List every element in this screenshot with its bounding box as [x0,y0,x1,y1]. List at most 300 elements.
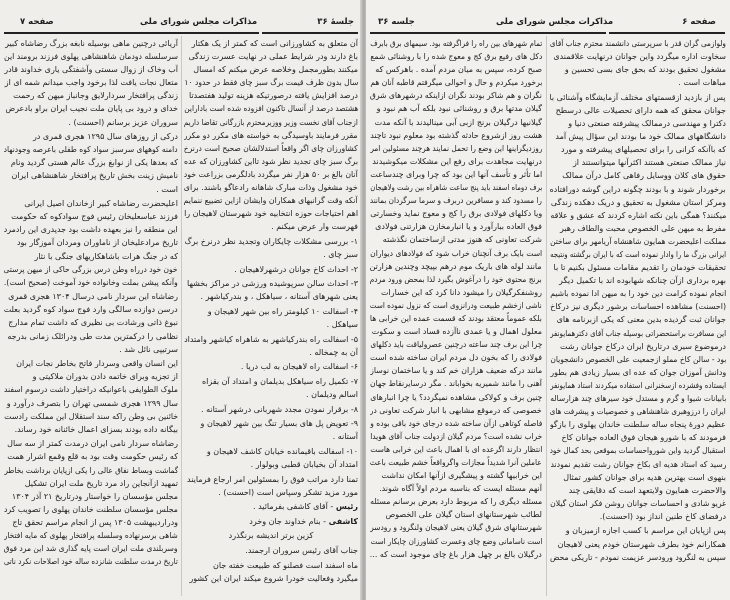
line-wrap [370,312,542,325]
text-line [184,168,358,181]
line-wrap [560,340,726,353]
line-wrap [550,183,726,196]
column [184,37,358,597]
session-number: جلسه ۳۶ [378,17,415,27]
text-line [550,392,726,405]
line-wrap [386,508,542,521]
text-line [184,360,358,373]
paragraph [184,500,358,513]
text-line [184,333,358,346]
column [550,37,726,597]
text-line [370,102,542,115]
text-line [184,486,358,499]
text-line [550,366,726,379]
line-wrap [218,486,358,499]
line-text: جوانان ثبت گردیده بدین معنی که یکی ازبرنامه های [556,315,726,325]
line-text: مباهات است . [678,78,726,88]
text-line [550,91,726,104]
line-text: رسید که استاد هدیه ای بکاخ جوانان رشت تقدیم نمودند [550,459,726,469]
paragraph [550,524,726,563]
line-wrap [249,515,358,528]
line-text: سبز چای . [323,250,358,259]
line-text: دکترا و مهندسی درممالک پیشرفته صنعتی دنیا و [568,119,726,129]
paragraph [184,360,358,373]
line-text: فهرست وار عرض میکنم . [271,222,358,232]
line-text: غریو شادی و احساسات جوانان روشن فکر استان گیلان [550,498,726,508]
line-text: فرزند عباسعلیخان رئیس فوج سوادکوه که حکومت [11,212,178,222]
header-rule [262,32,358,34]
line-wrap [550,353,726,366]
text-line [550,76,726,89]
line-wrap [550,248,726,261]
text-line [184,529,358,542]
line-wrap [550,405,726,418]
line-text: - آقای کاشفی بفرمائید . [253,502,336,512]
line-text: میکنند بطورمجمل وخلاصه عرض میکنم که امسال [193,65,358,75]
line-wrap [184,333,358,346]
left-page-header [0,17,362,31]
line-wrap [5,37,178,50]
text-line [550,63,726,76]
line-wrap [11,210,178,223]
page-number: صفحه ۶ [682,17,716,27]
line-text: است بایک برف آنچنان خراب شود که فولادهای دیواران [370,248,542,258]
text-line [550,484,726,497]
line-text: ۲- احداث کاخ جوانان درشهرلاهیجان . [234,264,358,274]
text-line [4,316,178,329]
line-text: تمهید ازآنجاین راد مرد تاریخ ملت ایران تشکیل [24,478,178,488]
line-wrap [4,63,178,76]
line-wrap [370,207,542,220]
line-text: بلکه عموماً معتقد بودند که قسمت عمده این خرابی ها [370,313,542,323]
text-line [370,155,542,168]
line-text: بنهوی است بهترین هدیه برای جوانان کشور تمثال [563,472,726,482]
paragraph [4,357,178,436]
line-wrap [8,290,178,303]
paragraph [184,235,358,261]
line-text: - بنام خداوند جان وخرد [249,516,329,526]
line-wrap [561,431,726,444]
text-line [184,63,358,76]
text-line [184,430,358,443]
text-line [370,404,542,417]
text-line [370,89,542,102]
line-text: کشاورزان چای اگر واقعاً استدلالشان صحیح است درنرخ [184,143,358,153]
line-wrap [4,276,178,289]
line-text: برگ سبز چای تجدید نظر شود تااین کشاورزان که عده [184,156,358,166]
line-text: بابیانات شیوا و گرم و مستدل خود سیرهای چند هزارساله [550,394,726,404]
line-wrap [7,450,178,463]
line-text: این خرابیها گشته و پیشگیری ازآنها امکان نداشت [381,471,542,481]
line-wrap [370,89,542,102]
text-line [4,250,178,263]
text-line [370,377,542,390]
text-line [550,222,726,235]
text-line [4,102,178,115]
line-text: ولوازمی گران قدر با سرپرستی دانشمند محترم جناب آقای [550,39,726,48]
line-wrap [550,418,726,431]
text-line [184,473,358,486]
text-line [4,210,178,223]
paragraph [184,263,358,276]
left-page [0,0,362,600]
line-text: انتظار دارند اگرعده ای با اهمال باعث این خرابی هاست [370,444,542,454]
line-wrap [189,572,358,585]
line-text: هشتصد درصد از آنسال تاکنون افزوده شده است باداراین [184,104,358,114]
line-wrap [372,325,542,338]
line-text: شاهی برسرنهاده وسلسله پرافتخار پهلوی که مایه افتخار [4,530,178,540]
line-text: مشغول تحقیق بودند که بحق جای بسی تحسین و [564,65,726,75]
line-wrap [34,250,178,263]
text-line [370,168,542,181]
line-wrap [4,143,178,156]
line-wrap [333,430,358,443]
line-wrap [4,303,178,316]
line-text: درنهایت مجاهدت برای رفع این مشکلات میکوشیدند [372,156,542,166]
line-text: خدای و درود بی پایان ملت نجیب ایران براو بادعرض [5,104,178,114]
line-wrap [229,529,314,542]
paragraph [4,437,178,568]
paragraph [184,445,358,471]
line-text: پس از بازدید ازقسمتهای مختلف آزمایشگاه وآشنائی با [550,92,726,102]
line-wrap [550,458,726,471]
paragraph [184,417,358,443]
text-line [184,346,358,359]
line-text: برنج محتوی خود را درآغوش بگیرد لذا بمحض ورود مردم [370,274,542,284]
line-text: هشت روز ازشروع حادثه گذشته بود معلوم نبود تاچند [370,130,542,140]
line-text: وآنکه پیشن بملت وخانواده خود آموخت (صحیح است). [4,277,178,287]
line-text: (احسنت) مشاهده احساسات برشور دیگری نیز درکاخ [550,302,726,312]
line-wrap [193,63,358,76]
line-text: چنین برف و کولاکی مشاهده نمیگردد؟ یا چرا انبارهای [370,392,542,402]
paragraph [4,290,178,355]
text-line [4,423,178,436]
line-wrap [553,50,726,63]
text-line [550,431,726,444]
text-line [370,548,542,561]
text-line [184,403,358,416]
text-line [4,236,178,249]
line-wrap [566,524,726,537]
text-line [370,417,542,430]
line-text: سرسلسله دودمان شاهنشاهی پهلوی فرزند برومند این [4,52,178,62]
line-wrap [551,196,726,209]
line-text: سروران عزیز برسانم (احسنت) . [68,117,178,127]
line-wrap [7,397,178,410]
text-line [184,375,358,388]
line-wrap [370,364,542,377]
line-wrap [309,346,358,359]
line-text: آنکه وقت گرانبهای همکاران وایشان ازاین تضییع ننمایم [184,196,358,206]
line-wrap [234,263,358,276]
text-line [370,430,542,443]
line-wrap [370,273,542,286]
line-wrap [381,286,542,299]
speaker-name: کاشفی [328,516,358,526]
paragraph [370,37,542,561]
text-line [370,456,542,469]
line-wrap [550,366,726,379]
line-wrap [184,181,358,194]
line-wrap [600,510,726,523]
text-line [550,458,726,471]
text-line [184,76,358,89]
line-wrap [184,76,358,89]
text-line [4,89,178,102]
text-line [184,142,358,155]
text-line [370,286,542,299]
line-wrap [556,104,726,117]
line-text: اما تأثر و تأسف آنها این بود که چرا وبرای چندساعت [370,169,542,179]
line-text: گیلانیها درگیلان برنج ازبی آبی مینالیدند با آنکه مدت [374,117,542,127]
line-text: ۷- تکمیل راه سیاهکل بدیلمان و امتداد آن بقزاه [201,376,358,386]
line-text: سپس به لنگرود ورودسر عزیمت نمودم - تاریکی محض [550,552,726,562]
line-wrap [33,130,178,143]
line-wrap [201,417,358,430]
line-wrap [68,116,178,129]
line-text: خراب نشده است؟ مردم گیلان ازدولت جناب آقای هویدا [370,431,542,441]
line-text: که باآنکه کرانی را برای تحصیلهای پیشرفته و مورد [560,145,726,155]
line-wrap [375,63,542,76]
line-wrap [213,559,358,572]
column-divider [181,36,182,596]
text-line [370,63,542,76]
text-line [4,290,178,303]
line-wrap [370,535,542,548]
line-text: وسربلندی ملت ایران است پایه گذاری شد این مرد فوق [4,544,178,554]
line-wrap [207,445,358,458]
line-wrap [327,318,358,331]
text-line [370,495,542,508]
text-line [550,235,726,248]
line-wrap [370,351,542,364]
line-text: دکل های رفیع برق کج و معوج شده را با روشنائی شمع [370,52,542,62]
line-wrap [4,542,178,555]
line-text: آب وخاک از زوال سستی وآشفتگی یاری خداوند قادر [4,65,178,75]
line-wrap [550,91,726,104]
text-line [550,379,726,392]
line-text: آهنی را مانند شمیریه بخواباند . مگر درسایرنقاط جهان [370,379,542,389]
line-wrap [573,156,726,169]
text-line [550,117,726,130]
line-wrap [189,50,359,63]
line-wrap [201,403,358,416]
line-wrap [550,392,726,405]
line-text: باغ دارند ودر شرایط عملی در نهایت عسرت زندگی [188,52,358,62]
text-line [550,261,726,274]
line-text: مفرط به میهن علی الخصوص محبت والطاف رهبر [559,223,726,233]
line-wrap [4,263,178,276]
text-line [370,521,542,534]
line-text: مورد مزید تشکر وسپاس است (احسنت) . [218,487,358,497]
text-line [550,340,726,353]
line-wrap [4,503,178,516]
line-text: سرتیپی نائل شد . [119,344,178,354]
text-line [184,89,358,102]
text-line [550,418,726,431]
line-text: ناشی ازخشم طبیعت ودرانزوی است که نزول نموده است [370,300,542,310]
text-line [550,183,726,196]
line-text: مسئله دیگری را که مربوط دارد بعرض برسانم مسئله [370,497,542,507]
line-wrap [550,209,726,222]
line-wrap [370,37,542,50]
text-line [4,542,178,555]
line-wrap [370,129,542,142]
line-text: درفضای کاخ طنین انداز بود (احسنت). [599,511,726,521]
line-text: سال بدون ظرف قیمت برگ سبز چای فقط در حدود ۱۰ [184,78,358,88]
line-text: شرکت تعاونی که هنوز مدتی ازساختمان نگذشته [382,235,542,245]
line-text: ودراردیبهشت ۱۳۰۵ پس از انجام مراسم تحقق تاج [12,517,178,527]
line-text: است . [156,184,178,194]
text-line [4,490,178,503]
text-line [184,515,358,528]
line-text: مجلس مؤسسان سلطنت خاندان پهلوی را تصویب کرد [4,504,178,514]
line-text: متعال نجات یافت لذا برخود واجب میدانم شمه ای از [4,78,178,88]
line-text: درصد افزایش یافته درصورتیکه هزینه تولید هفتصدتا [189,91,358,101]
line-wrap [17,236,178,249]
text-line [370,299,542,312]
line-wrap [550,287,726,300]
line-wrap [562,169,726,182]
line-text: ۹- تعویض پل های بسیار تنگ بین شهر لاهیجان و [200,419,358,429]
text-line [550,169,726,182]
text-line [550,313,726,326]
line-text: ومرکز استان مشغول به تحقیق و دریک دهکده زندگی [550,197,726,207]
line-wrap [370,521,542,534]
column [4,37,178,597]
text-line [184,277,358,290]
text-line [4,183,178,196]
text-line [4,503,178,516]
text-line [184,559,358,572]
line-wrap [189,89,358,102]
paragraph [550,37,726,89]
text-line [184,220,358,233]
line-wrap [4,383,178,396]
line-text: این مسافرت براستحضراتی بوسیله جناب آقای دکترهمایونفر [550,328,726,338]
line-text: زندگی پرافتخار سردارلایق وجانباز میهن که رحمت [13,91,178,101]
line-wrap [12,169,178,182]
text-line [4,197,178,210]
text-line [370,50,542,63]
paragraph [550,91,726,523]
text-line [550,143,726,156]
text-line [4,37,178,50]
line-text: خود مشغول وذات مبارک شاهانه رادعاگو باشند. برای [184,183,358,193]
line-wrap [370,299,542,312]
text-line [4,143,178,156]
paragraph [184,559,358,585]
text-line [184,305,358,318]
line-text: ماه اسفند است فصلنو که طبیعت خفته جان [213,560,358,570]
line-wrap [184,116,358,129]
text-line [184,194,358,207]
text-line [550,538,726,551]
line-text: روشنفکرگیلان را میشود دانا کرد که این خسارات [380,287,542,297]
text-line [4,357,178,370]
line-text: مانند لوله های باریک موم درهم بپیچد وچندین هزارتن [370,261,542,271]
line-text: انجام نموده کرامت دین خود را به میهن ادا نموده باشیم [550,289,726,299]
line-text: ایران را درزوهبری شاهنشاهی و خصوصیات و پیشرفت های [550,407,726,417]
line-wrap [208,305,358,318]
column [370,37,542,597]
paragraph [184,37,358,233]
line-text: تاریخ درمدت سلطنت شانزده ساله خود اصلاحات نکرد ناتی [4,557,178,567]
text-line [370,482,542,495]
line-wrap [565,63,726,76]
line-text: ۱- بررسی مشکلات چایکاران وتجدید نظر درنرخ برگ [184,236,358,246]
line-text: خون خود درراه وطن درس بزرگی حاکی از میهن پرستی [4,264,178,274]
line-wrap [678,76,726,89]
line-text: معلول اهمال و یا عمدی ناآزده فساد است و سکوت [371,327,542,337]
text-line [370,247,542,260]
line-wrap [8,316,178,329]
text-line [550,248,726,261]
line-text: تحقیقات خودمان را تقدیم مقامات مسئول بکنیم تا با [553,263,726,273]
line-text: گیلان مدتها برق و روشنائی نبود بلکه آب هم نبود و [376,104,542,114]
line-text: ایرانی بزرگ ما را وادار نموده است که با ایران برگشته ونتیجه [550,250,726,259]
line-wrap [370,548,542,561]
text-line [370,129,542,142]
line-wrap [16,357,178,370]
line-text: مانند درکه ضعیف هزاران خم کند و یا ساختمان نوساز [370,366,542,376]
line-text: سال ۱۲۹۹ هجری شمسی تهران را بتصرف درآورد و [6,398,178,408]
line-wrap [184,129,358,142]
text-line [4,529,178,542]
line-wrap [550,327,726,340]
line-wrap [550,444,726,457]
line-wrap [4,464,178,477]
text-line [4,156,178,169]
line-text: جوانان محقق که همه دارای تحصیلات عالی درسطح [555,105,726,115]
line-wrap [7,330,178,343]
line-wrap [375,116,542,129]
line-text: همکارانم خود بطرف شهرستان خودم یعنی لاهیجان [557,539,726,549]
line-text: یعنی شهرهای آستانه ، سیاهکل ، و بندرکیاشهر . [200,292,358,302]
line-text: ۳- احداث سالن سرپوشیده ورزشی در مراکز بخشها [187,279,358,289]
line-wrap [184,155,358,168]
line-wrap [370,391,542,404]
line-text: تمام شهرهای بین راه را فراگرفته بود. سیمهای برق بابرف [370,39,542,48]
text-line [550,274,726,287]
line-wrap [568,117,726,130]
line-text: اعلیحضرت رضاشاه کبیر ازخاندان اصیل ایرانی [24,199,178,209]
line-text: برخوردار شوند و با بودند چگونه دراین گوشه دورافتاده [550,184,726,194]
text-line [4,437,178,450]
line-wrap [187,277,358,290]
line-text: اسالم ودیلمان . [306,389,358,399]
text-line [184,116,358,129]
line-text: است ناسامانی وضع چای وعسرت کشاورزان چایکار است [370,536,542,546]
line-wrap [370,495,542,508]
line-text: برف دوماه اسفند باید پنج ساعت شاهراه بین رشت ولاهیجان [370,183,542,193]
line-wrap [370,377,542,390]
line-text: بیگانه داده بودند بسزای اعمال خائنانه خود رساند. [14,424,178,434]
line-wrap [119,343,178,356]
line-wrap [12,516,178,529]
header-rule [370,32,606,34]
text-line [184,417,358,430]
line-text: این انسان واقعی وسردار فاتح بخاطر نجات ایران [16,359,178,369]
text-line [370,233,542,246]
line-wrap [323,248,358,261]
text-line [370,207,542,220]
text-line [550,327,726,340]
text-line [550,471,726,484]
line-text: فاصله کوتاهی ازآن ساخته شده درجای خود باقی بوده و [370,418,542,428]
text-line [370,181,542,194]
paragraph [184,473,358,499]
